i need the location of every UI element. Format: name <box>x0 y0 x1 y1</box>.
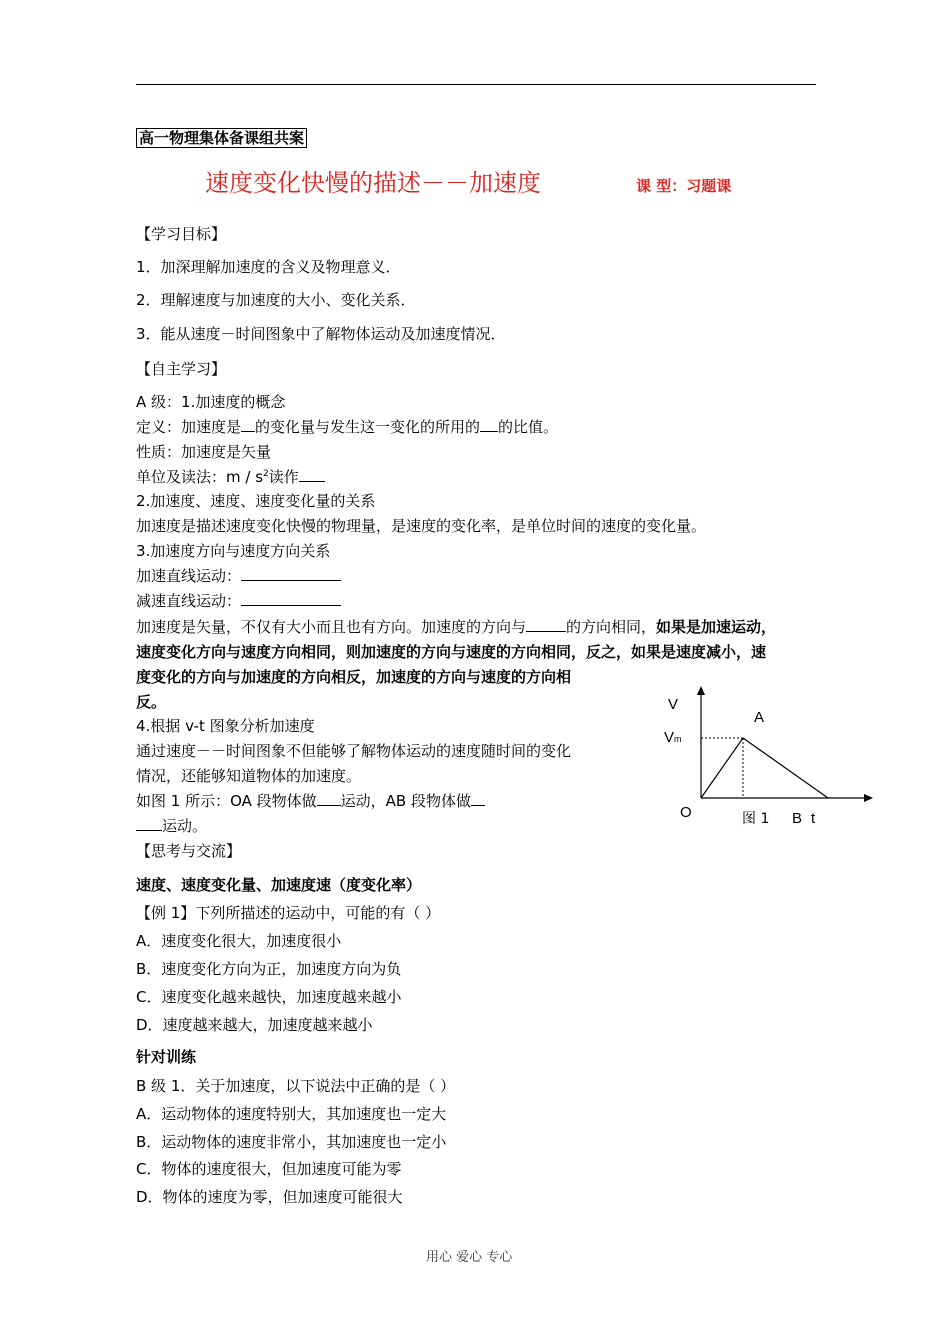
header-rule <box>136 84 816 85</box>
vt-question <box>136 791 485 811</box>
figure-caption: 图 1 <box>742 811 770 827</box>
vm-label-main: V <box>664 729 675 746</box>
decel-line <box>136 591 341 611</box>
v-axis-label: V <box>668 696 679 713</box>
vt-question-text: 运动，AB 段物体做 <box>340 792 471 810</box>
vt-question-cont <box>136 816 207 836</box>
example-option: D．速度越来越大，加速度越来越小 <box>136 1016 373 1034</box>
direction-title: 3.加速度方向与速度方向关系 <box>136 542 331 560</box>
blank-field[interactable] <box>317 791 341 806</box>
accel-label: 加速直线运动： <box>136 567 242 585</box>
goal-item: 1．加深理解加速度的含义及物理意义． <box>136 258 401 276</box>
training-option: B．运动物体的速度非常小，其加速度也一定小 <box>136 1133 447 1151</box>
blank-field[interactable] <box>471 791 485 806</box>
example-tag: 【例 1】 <box>136 904 196 922</box>
relation-title: 2.加速度、速度、速度变化量的关系 <box>136 492 376 510</box>
segment-oa <box>701 738 743 798</box>
v-axis-arrow <box>697 686 705 695</box>
unit-text: 读作 <box>268 468 299 486</box>
definition-text: 的比值。 <box>498 418 559 436</box>
origin-label: O <box>680 804 692 821</box>
direction-text <box>136 617 776 637</box>
vm-label <box>664 730 682 747</box>
example-question <box>136 903 440 923</box>
example-option: C．速度变化越来越快，加速度越来越小 <box>136 988 402 1006</box>
vt-question-text: 如图 1 所示：OA 段物体做 <box>136 792 317 810</box>
t-axis-label: t <box>811 810 816 827</box>
group-header-box: 高一物理集体备课组共案 <box>136 128 307 148</box>
course-type: 课 型：习题课 <box>636 177 732 195</box>
direction-sentence: 的方向相同， <box>566 618 657 636</box>
vm-label-sub: m <box>674 734 682 744</box>
discussion-heading: 【思考与交流】 <box>136 842 242 860</box>
vt-question-text: 运动。 <box>162 817 208 835</box>
definition-text: 的变化量与发生这一变化的所用的 <box>255 418 481 436</box>
vt-text: 通过速度－－时间图象不但能够了解物体运动的速度随时间的变化 <box>136 742 572 760</box>
training-option: A．运动物体的速度特别大，其加速度也一定大 <box>136 1105 447 1123</box>
blank-field[interactable] <box>526 617 566 632</box>
point-b-label: B <box>792 810 803 827</box>
training-heading: 针对训练 <box>136 1048 197 1066</box>
definition-text: 定义：加速度是 <box>136 418 242 436</box>
example-text: 下列所描述的运动中，可能的有（ ） <box>195 904 441 922</box>
page-footer: 用心 爱心 专心 <box>426 1250 513 1265</box>
blank-field[interactable] <box>241 591 341 606</box>
direction-bold-line: 反。 <box>136 693 167 711</box>
definition-line <box>136 417 558 437</box>
page-title: 速度变化快慢的描述－－加速度 <box>205 169 541 197</box>
goals-heading: 【学习目标】 <box>136 225 227 243</box>
blank-field[interactable] <box>241 566 341 581</box>
direction-bold: 如果是加速运动， <box>656 618 777 636</box>
unit-superscript: 2 <box>263 469 269 479</box>
goal-item: 3．能从速度－时间图象中了解物体运动及加速度情况． <box>136 325 506 343</box>
segment-ab <box>743 738 828 798</box>
direction-sentence: 加速度是矢量，不仅有大小而且也有方向。加速度的方向与 <box>136 618 527 636</box>
nature-line: 性质：加速度是矢量 <box>136 443 272 461</box>
relation-text: 加速度是描述速度变化快慢的物理量，是速度的变化率，是单位时间的速度的变化量。 <box>136 517 707 535</box>
blank-field[interactable] <box>299 467 325 482</box>
a-level-line: A 级：1.加速度的概念 <box>136 393 286 411</box>
vt-text: 情况，还能够知道物体的加速度。 <box>136 767 362 785</box>
vt-graph-figure <box>660 685 880 835</box>
t-axis-arrow <box>864 794 873 802</box>
blank-field[interactable] <box>241 417 255 432</box>
training-option: D．物体的速度为零，但加速度可能很大 <box>136 1188 403 1206</box>
blank-field[interactable] <box>136 816 162 831</box>
self-study-heading: 【自主学习】 <box>136 360 227 378</box>
vt-title: 4.根据 v-t 图象分析加速度 <box>136 717 315 735</box>
goal-item: 2．理解速度与加速度的大小、变化关系． <box>136 291 416 309</box>
discussion-subheading: 速度、速度变化量、加速度速（度变化率） <box>136 876 422 894</box>
decel-label: 减速直线运动： <box>136 592 242 610</box>
unit-text: 单位及读法：m / s <box>136 468 264 486</box>
point-a-label: A <box>754 709 765 726</box>
blank-field[interactable] <box>480 417 498 432</box>
accel-line <box>136 566 341 586</box>
direction-bold-line: 度变化的方向与加速度的方向相反，加速度的方向与速度的方向相 <box>136 668 572 686</box>
training-question: B 级 1．关于加速度，以下说法中正确的是（ ） <box>136 1077 456 1095</box>
example-option: A．速度变化很大，加速度很小 <box>136 932 342 950</box>
training-option: C．物体的速度很大，但加速度可能为零 <box>136 1160 402 1178</box>
example-option: B．速度变化方向为正，加速度方向为负 <box>136 960 402 978</box>
unit-line <box>136 467 325 487</box>
direction-bold-line: 速度变化方向与速度方向相同，则加速度的方向与速度的方向相同，反之，如果是速度减小，速 <box>136 643 767 661</box>
